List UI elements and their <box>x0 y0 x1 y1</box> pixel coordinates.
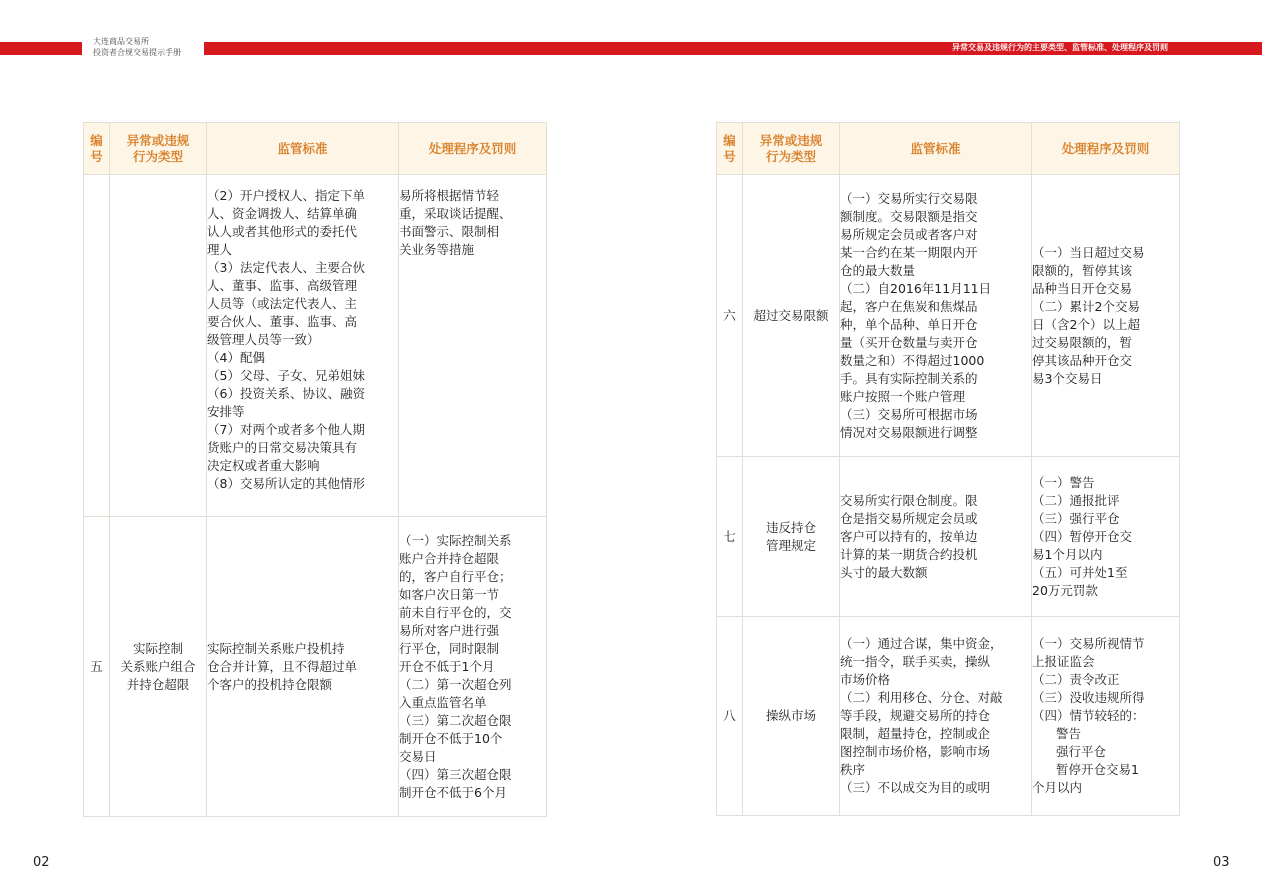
row-penalty-line: 书面警示、限制相 <box>399 224 500 239</box>
row-number-label: 八 <box>723 708 736 723</box>
row-standard-line: 某一合约在某一期限内开 <box>840 244 978 260</box>
row-standard-line: 决定权或者重大影响 <box>207 458 320 473</box>
page-number-left: 02 <box>33 855 50 870</box>
row-standard-line: （一）交易所实行交易限 <box>840 190 978 206</box>
table-row <box>717 175 1180 457</box>
row-standard-line: 市场价格 <box>840 672 891 687</box>
row-penalty-line: 开仓不低于1个月 <box>399 658 495 674</box>
row-standard-line: 图控制市场价格，影响市场 <box>840 744 991 759</box>
row-number-label: 七 <box>723 528 736 544</box>
row-standard-line: 量（买开仓数量与卖开仓 <box>840 334 978 350</box>
row-standard <box>207 175 399 517</box>
col-header-penalty: 处理程序及罚则 <box>1032 123 1180 175</box>
row-standard-line: （6）投资关系、协议、融资 <box>207 386 365 401</box>
row-standard-line: 安排等 <box>207 404 245 419</box>
row-standard <box>207 517 399 817</box>
row-type <box>110 175 207 517</box>
row-penalty-line: 易3个交易日 <box>1032 370 1103 386</box>
row-penalty-line: （一）警告 <box>1032 474 1095 490</box>
row-standard-line: 等手段，规避交易所的持仓 <box>840 708 991 723</box>
row-penalty-line: 停其该品种开仓交 <box>1032 352 1133 368</box>
row-type-line: 实际控制 <box>132 640 183 656</box>
row-standard <box>840 175 1032 457</box>
row-penalty-line: （二）累计2个交易 <box>1032 298 1140 314</box>
row-penalty-line: （四）第三次超仓限 <box>399 766 512 782</box>
row-penalty-line: 上报证监会 <box>1032 654 1095 669</box>
row-penalty-line: 如客户次日第一节 <box>399 586 500 602</box>
table-row <box>717 617 1180 816</box>
row-penalty-line: 行平仓，同时限制 <box>399 640 500 656</box>
col-header-num: 编号 <box>84 123 110 175</box>
row-penalty-line: 20万元罚款 <box>1032 582 1098 598</box>
col-header-type: 异常或违规行为类型 <box>743 123 840 175</box>
row-penalty-line: （一）交易所视情节 <box>1032 636 1145 651</box>
row-penalty-line: 过交易限额的，暂 <box>1032 334 1133 350</box>
row-type <box>743 457 840 617</box>
row-type-line: 并持仓超限 <box>126 676 190 692</box>
row-standard-line: （一）通过合谋，集中资金， <box>840 636 1003 651</box>
row-standard <box>840 617 1032 816</box>
row-standard-line: （7）对两个或者多个他人期 <box>207 422 365 437</box>
row-number <box>84 175 110 517</box>
row-penalty-line: 制开仓不低于6个月 <box>399 784 507 800</box>
row-type-line: 操纵市场 <box>765 708 816 723</box>
row-standard-line: 统一指令，联手买卖，操纵 <box>840 654 991 669</box>
row-standard-line: 手。具有实际控制关系的 <box>840 370 978 386</box>
publisher-line1: 大连商品交易所 <box>93 37 149 46</box>
publisher-line2: 投资者合规交易提示手册 <box>93 48 181 57</box>
row-penalty-line: 制开仓不低于10个 <box>399 730 503 746</box>
row-standard <box>840 457 1032 617</box>
publisher-block <box>93 36 181 58</box>
row-number <box>717 457 743 617</box>
row-standard-line: 要合伙人、董事、监事、高 <box>207 314 358 329</box>
row-number-label: 五 <box>90 658 103 674</box>
row-penalty-line: 限额的，暂停其该 <box>1032 262 1133 278</box>
row-penalty-line: （一）实际控制关系 <box>399 532 512 548</box>
row-penalty-line: 的，客户自行平仓； <box>399 568 512 584</box>
row-penalty-line: 账户合并持仓超限 <box>399 550 500 566</box>
row-standard-line: 认人或者其他形式的委托代 <box>207 224 358 239</box>
header-bar-left <box>0 42 82 55</box>
table-row <box>717 457 1180 617</box>
row-standard-line: 限制，超量持仓，控制或企 <box>840 726 991 741</box>
row-standard-line: 客户可以持有的，按单边 <box>840 528 978 544</box>
row-standard-line: （3）法定代表人、主要合伙 <box>207 260 365 275</box>
row-standard-line: 秩序 <box>840 762 866 777</box>
row-standard-line: （二）自2016年11月11日 <box>840 280 992 296</box>
row-penalty-line: （三）强行平仓 <box>1032 510 1120 526</box>
row-penalty-line: （一）当日超过交易 <box>1032 244 1145 260</box>
row-penalty <box>1032 617 1180 816</box>
col-header-num: 编号 <box>717 123 743 175</box>
row-type-line: 违反持仓 <box>765 519 816 535</box>
row-penalty-line: （二）通报批评 <box>1032 492 1120 508</box>
row-penalty <box>1032 457 1180 617</box>
row-penalty-line: 易所对客户进行强 <box>399 622 500 638</box>
row-penalty-line: （三）第二次超仓限 <box>399 712 512 728</box>
row-penalty-line: 入重点监管名单 <box>399 694 487 710</box>
row-penalty-line: （五）可并处1至 <box>1032 564 1128 580</box>
row-standard-line: 交易所实行限仓制度。限 <box>840 492 978 508</box>
row-standard-line: 易所规定会员或者客户对 <box>840 226 978 242</box>
row-penalty-line: 日（含2个）以上超 <box>1032 316 1140 332</box>
row-standard-line: 仓合并计算，且不得超过单 <box>207 658 358 674</box>
row-penalty-line: 暂停开仓交易1 <box>1056 762 1139 777</box>
row-penalty <box>399 175 547 517</box>
left-table <box>83 122 547 817</box>
page-number-right: 03 <box>1213 855 1230 870</box>
col-header-type: 异常或违规行为类型 <box>110 123 207 175</box>
row-standard-line: （8）交易所认定的其他情形 <box>207 476 365 491</box>
row-standard-line: 仓的最大数量 <box>840 262 916 278</box>
row-penalty-line: 交易日 <box>399 748 437 764</box>
row-standard-line: （三）交易所可根据市场 <box>840 406 978 422</box>
row-number <box>717 617 743 816</box>
row-penalty-line: （三）没收违规所得 <box>1032 690 1145 705</box>
row-standard-line: 账户按照一个账户管理 <box>840 388 966 404</box>
row-type <box>743 617 840 816</box>
row-penalty-line: （二）责令改正 <box>1032 672 1120 687</box>
row-type <box>110 517 207 817</box>
row-standard-line: 人、董事、监事、高级管理 <box>207 278 358 293</box>
row-standard-line: （2）开户授权人、指定下单 <box>207 188 365 203</box>
row-standard-line: 人、资金调拨人、结算单确 <box>207 206 358 221</box>
row-number <box>717 175 743 457</box>
row-penalty-line: 警告 <box>1056 726 1082 741</box>
row-standard-line: （5）父母、子女、兄弟姐妹 <box>207 368 365 383</box>
row-penalty <box>1032 175 1180 457</box>
row-penalty <box>399 517 547 817</box>
row-penalty-line: 个月以内 <box>1032 780 1083 795</box>
row-type-line: 管理规定 <box>765 537 816 553</box>
row-standard-line: 人员等（或法定代表人、主 <box>207 296 358 311</box>
row-number <box>84 517 110 817</box>
row-penalty-line: （四）暂停开仓交 <box>1032 528 1133 544</box>
row-penalty-line: 品种当日开仓交易 <box>1032 280 1133 296</box>
row-penalty-line: （二）第一次超仓列 <box>399 676 512 692</box>
table-header-row <box>84 123 547 175</box>
row-standard-line: 头寸的最大数额 <box>840 564 928 580</box>
table-row <box>84 175 547 517</box>
row-standard-line: 理人 <box>207 242 233 257</box>
row-standard-line: 情况对交易限额进行调整 <box>840 424 978 440</box>
row-standard-line: 额制度。交易限额是指交 <box>840 208 978 224</box>
row-standard-line: 计算的某一期货合约投机 <box>840 546 978 562</box>
row-standard-line: 数量之和）不得超过1000 <box>840 352 985 368</box>
row-standard-line: 种，单个品种、单日开仓 <box>840 316 978 332</box>
col-header-standard: 监管标准 <box>840 123 1032 175</box>
col-header-penalty: 处理程序及罚则 <box>399 123 547 175</box>
right-table <box>716 122 1180 816</box>
row-penalty-line: 前未自行平仓的，交 <box>399 604 512 620</box>
row-number-label: 六 <box>723 307 736 323</box>
row-standard-line: 个客户的投机持仓限额 <box>207 676 333 692</box>
row-standard-line: 仓是指交易所规定会员或 <box>840 510 978 526</box>
section-title: 异常交易及违规行为的主要类型、监管标准、处理程序及罚则 <box>952 43 1168 52</box>
row-type-line: 超过交易限额 <box>753 307 829 323</box>
row-standard-line: （4）配偶 <box>207 350 265 365</box>
col-header-standard: 监管标准 <box>207 123 399 175</box>
header-bar-center <box>204 42 907 55</box>
row-standard-line: 实际控制关系账户投机持 <box>207 640 345 656</box>
row-standard-line: 级管理人员等一致） <box>207 332 320 347</box>
row-standard-line: 货账户的日常交易决策具有 <box>207 440 358 455</box>
row-penalty-line: 重，采取谈话提醒、 <box>399 206 512 221</box>
row-penalty-line: （四）情节较轻的： <box>1032 708 1145 723</box>
row-penalty-line: 易1个月以内 <box>1032 546 1103 562</box>
row-standard-line: （三）不以成交为目的或明 <box>840 780 991 795</box>
row-penalty-line: 强行平仓 <box>1056 744 1107 759</box>
row-penalty-line: 易所将根据情节轻 <box>399 188 500 203</box>
row-standard-line: （二）利用移仓、分仓、对敲 <box>840 690 1003 705</box>
row-penalty-line: 关业务等措施 <box>399 242 475 257</box>
row-type-line: 关系账户组合 <box>120 658 196 674</box>
row-standard-line: 起，客户在焦炭和焦煤品 <box>840 298 978 314</box>
row-type <box>743 175 840 457</box>
table-row <box>84 517 547 817</box>
table-header-row <box>717 123 1180 175</box>
